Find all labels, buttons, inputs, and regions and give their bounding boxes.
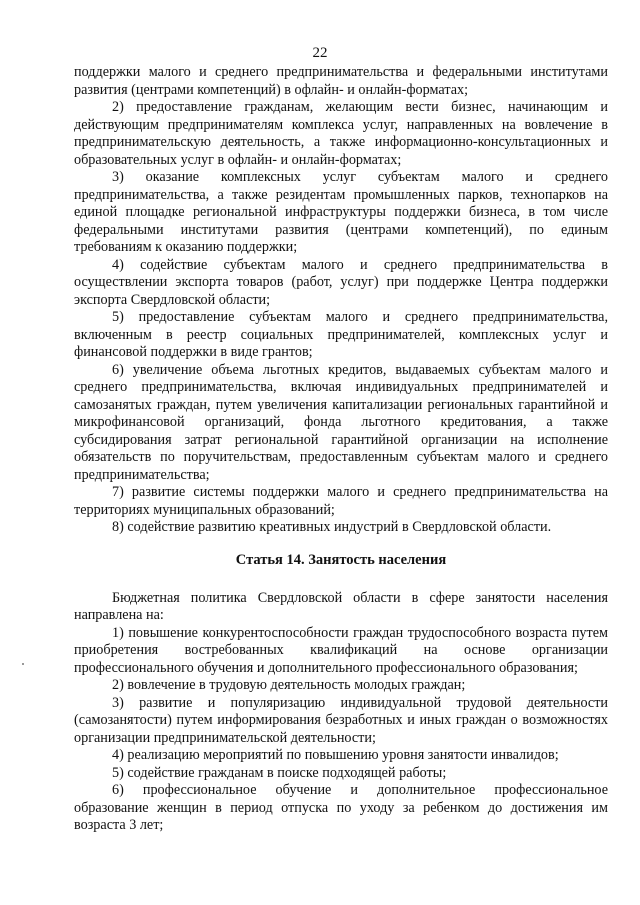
employment-policy-list [74, 590, 608, 835]
paragraph: 2) вовлечение в трудовую деятельность молодых граждан; [112, 677, 466, 693]
paragraph: 4) содействие субъектам малого и среднего предпринимательства в осуществлении экспорта товаров (работ, услуг) при поддержке Центра поддержки экспорта Свердловской области; [74, 256, 608, 308]
support-measures-list [74, 64, 608, 537]
article-heading: Статья 14. Занятость населения [235, 551, 447, 568]
paragraph: 2) предоставление гражданам, желающим вести бизнес, начинающим и действующим предпринимателям комплекса услуг, направленных на вовлечение в предпринимательскую деятельность, а также информационно-консультационных и образовательных услуг в офлайн- и онлайн-форматах; [74, 99, 608, 168]
paragraph: 3) развитие и популяризацию индивидуальной трудовой деятельности (самозанятости) путем информирования безработных и иных граждан о возможностях организации предпринимательской деятельности; [74, 694, 608, 746]
paragraph: 5) содействие гражданам в поиске подходящей работы; [112, 764, 447, 781]
scan-speck [22, 663, 24, 665]
paragraph: 8) содействие развитию креативных индустрий в Свердловской области. [112, 519, 552, 535]
paragraph: Бюджетная политика Свердловской области в сфере занятости населения направлена на: [74, 589, 608, 623]
paragraph: поддержки малого и среднего предпринимательства и федеральными институтами развития (центрами компетенций) в офлайн- и онлайн-форматах; [74, 64, 608, 98]
paragraph: 3) оказание комплексных услуг субъектам малого и среднего предпринимательства, а также резидентам промышленных парков, технопарков на единой площадке региональной инфраструктуры поддержки бизнеса, в том числе федеральными институтами развития (центрами компетенций), по единым требованиям к оказанию поддержки; [74, 169, 608, 255]
paragraph: 5) предоставление субъектам малого и среднего предпринимательства, включенным в реестр социальных предпринимателей, комплексных услуг и финансовой поддержки в виде грантов; [74, 309, 608, 360]
document-body [74, 64, 608, 835]
paragraph: 6) профессиональное обучение и дополнительное профессиональное образование женщин в период отпуска по уходу за ребенком до достижения им возраста 3 лет; [74, 782, 608, 833]
paragraph: 1) повышение конкурентоспособности граждан трудоспособного возраста путем приобретения востребованных квалификаций на основе организации профессионального обучения и дополнительного профессионального образования; [74, 624, 608, 676]
paragraph: 4) реализацию мероприятий по повышению уровня занятости инвалидов; [112, 747, 559, 763]
page-number: 22 [312, 45, 328, 61]
paragraph: 6) увеличение объема льготных кредитов, выдаваемых субъектам малого и среднего предпринимательства, включая индивидуальных предпринимателей и самозанятых граждан, путем увеличения капитализации региональных гарантийной и микрофинансовой организаций, фонда льготного кредитования, а также субсидирования затрат региональной гарантийной организации на исполнение обязательств по поручительствам, предоставленным субъектам малого и среднего предпринимательства; [74, 361, 608, 483]
paragraph: 7) развитие системы поддержки малого и среднего предпринимательства на территориях муниципальных образований; [74, 484, 608, 518]
